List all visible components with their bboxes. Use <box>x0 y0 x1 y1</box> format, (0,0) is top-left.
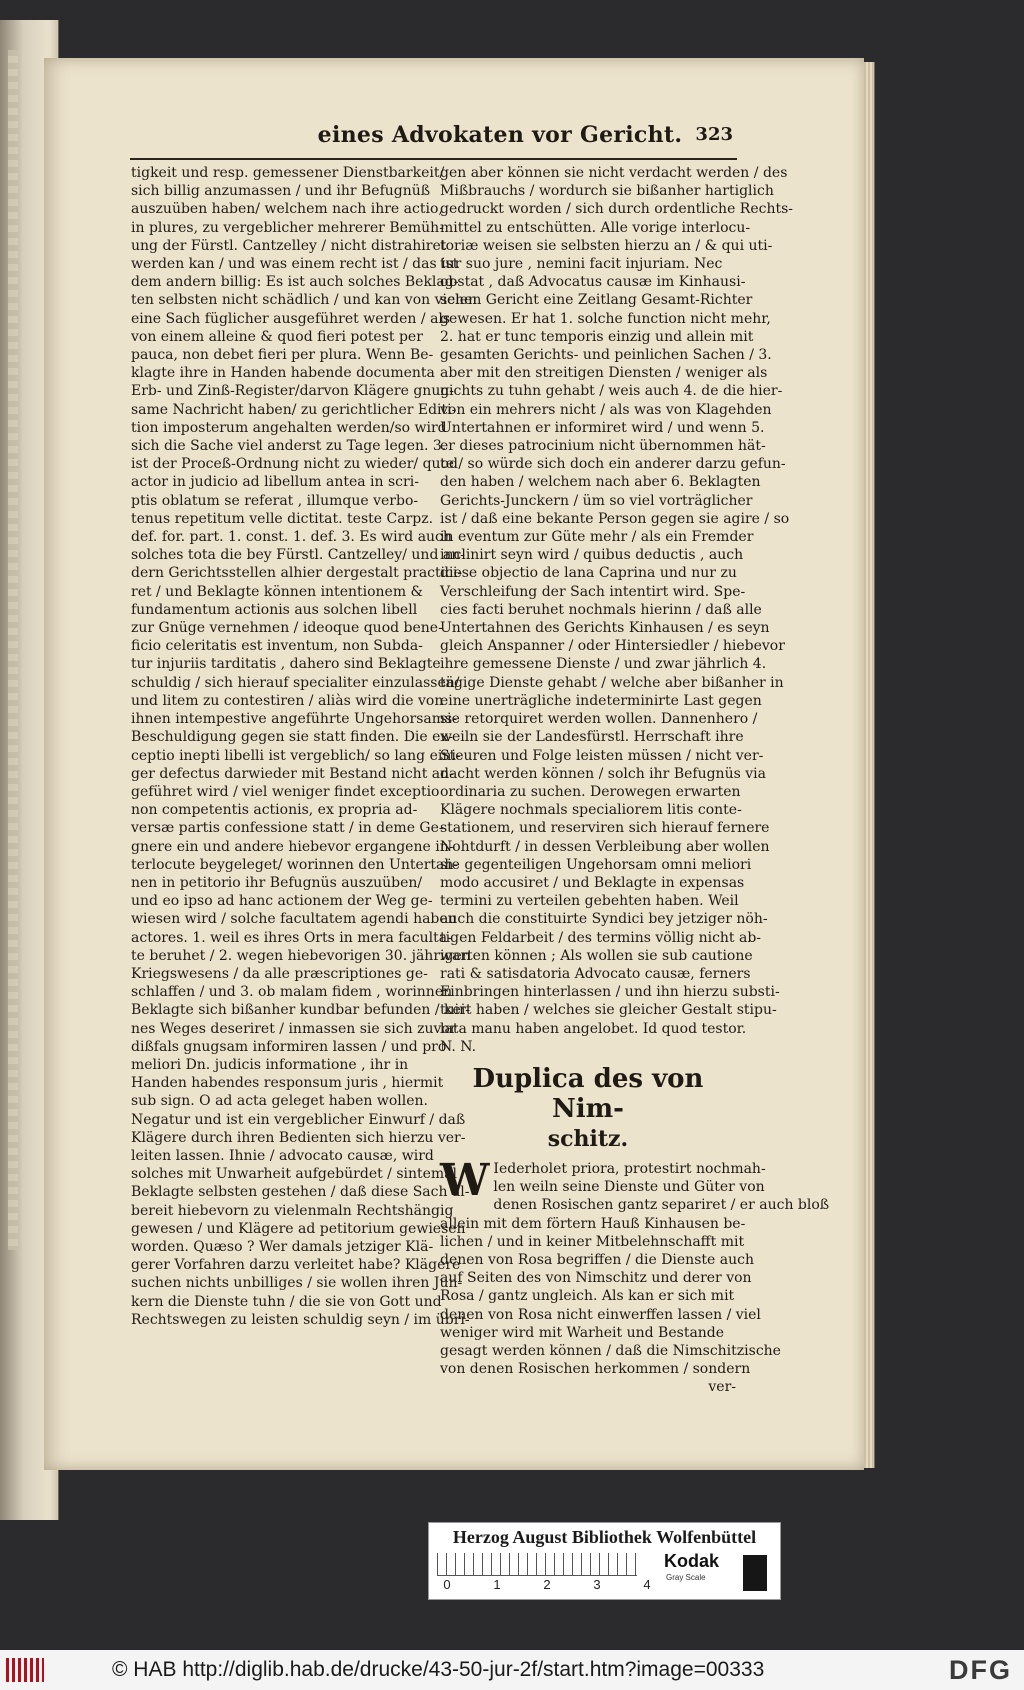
text-line: obstat , daß Advocatus causæ im Kinhausi- <box>440 274 746 291</box>
text-line: Handen habendes responsum juris , hiermit <box>131 1075 444 1092</box>
text-line: sich billig anzumassen / und ihr Befugnüß <box>131 183 431 200</box>
text-line: gen aber können sie nicht verdacht werden / des <box>440 165 788 181</box>
text-line: ist / daß eine bekante Person gegen sie agire / so <box>440 510 790 527</box>
text-line: ptis oblatum se referat , illumque verbo- <box>131 492 419 509</box>
text-line: Verschleifung der Sach intentirt wird. Spe- <box>440 583 746 600</box>
dfg-logo: DFG <box>949 1655 1012 1685</box>
text-line: 2. hat er tunc temporis einzig und allein mit <box>440 328 754 345</box>
text-line: schlaffen / und 3. ob malam fidem , worinnen <box>131 984 453 1001</box>
text-line: ficio celeritatis est inventum, non Subda- <box>131 638 423 655</box>
text-line: kern die Dienste tuhn / die sie von Gott und <box>131 1293 442 1310</box>
right-column <box>440 164 830 1396</box>
scale-number: 4 <box>643 1577 651 1592</box>
text-line: modo accusiret / und Beklagte in expensas <box>440 874 745 891</box>
catchword: ver- <box>708 1379 736 1396</box>
text-line: terlocute beygeleget/ worinnen den Untertah- <box>131 856 459 873</box>
text-line: sie retorquiret werden wollen. Dannenhero / <box>440 711 758 728</box>
text-line: Einbringen hinterlassen / und ihn hierzu substi- <box>440 984 780 1001</box>
text-line: lata manu haben angelobet. Id quod testor. <box>440 1020 747 1037</box>
text-line: von einem alleine & quod fieri potest per <box>131 328 423 345</box>
scale-number: 2 <box>543 1577 551 1592</box>
text-line: versæ partis confessione statt / in deme Ge- <box>131 820 444 837</box>
text-line: Untertahnen er informiret wird / und wenn 5. <box>440 419 765 436</box>
text-line: er dieses patrocinium nicht übernommen hät- <box>440 438 766 455</box>
text-line: Untertahnen des Gerichts Kinhausen / es seyn <box>440 620 770 637</box>
text-line: gedruckt worden / sich durch ordentliche Rechts- <box>440 201 794 218</box>
kodak-logo: Kodak <box>664 1551 720 1571</box>
text-line: suchen nichts unbilliges / sie wollen ihren Jun- <box>131 1275 463 1292</box>
text-line: Iederholet priora, protestirt nochmah- <box>493 1160 766 1177</box>
scale-title: Herzog August Bibliothek Wolfenbüttel <box>452 1527 757 1547</box>
text-line: Gerichts-Junckern / üm so viel vorträglicher <box>440 492 753 509</box>
text-line: wiesen wird / solche facultatem agendi haben <box>131 911 457 928</box>
text-line: und eo ipso ad hanc actionem der Weg ge- <box>131 893 433 910</box>
duplica-heading-cont: schitz. <box>547 1125 629 1152</box>
text-line: Beschuldigung gegen sie statt finden. Die ex- <box>131 729 453 746</box>
text-line: auszuüben haben/ welchem nach ihre actio, <box>131 201 443 218</box>
text-line: fundamentum actionis aus solchen libell <box>131 601 418 618</box>
text-line: Kriegswesens / da alle præscriptiones ge- <box>131 965 428 982</box>
text-line: dißfals gnugsam informiren lassen / und pro <box>131 1038 447 1055</box>
text-line: mittel zu entschütten. Alle vorige interlocu- <box>440 219 751 236</box>
text-line: von ein mehrers nicht / als was von Klagehden <box>440 401 772 418</box>
text-line: tenus repetitum velle dictitat. teste Carpz. <box>131 510 434 527</box>
page-number: 323 <box>695 124 733 145</box>
text-line: und litem zu contestiren / aliàs wird die von <box>131 692 444 709</box>
text-line: def. for. part. 1. const. 1. def. 3. Es wird auch <box>131 529 452 546</box>
text-line: solches tota die bey Fürstl. Cantzelley/ und an- <box>131 547 465 564</box>
text-line: tur suo jure , nemini facit injuriam. Nec <box>440 256 723 273</box>
text-line: ten selbsten nicht schädlich / und kan von vielen <box>131 292 478 309</box>
text-line: werden kan / und was einem recht ist / das ist <box>131 256 459 273</box>
text-line: tur injuriis tarditatis , dahero sind Beklagte <box>131 656 441 673</box>
text-line: Mißbrauchs / wordurch sie bißanher hartiglich <box>440 183 774 200</box>
text-line: actores. 1. weil es ihres Orts in mera faculta- <box>131 929 452 946</box>
text-line: nichts zu tuhn gehabt / weis auch 4. de die hier- <box>440 383 783 400</box>
text-line: dem andern billig: Es ist auch solches Beklag- <box>131 274 459 291</box>
duplica-heading: Duplica des von Nim- <box>472 1063 704 1124</box>
text-line: denen von Rosa begriffen / die Dienste auch <box>440 1251 754 1268</box>
footer-bar <box>0 1650 1024 1690</box>
text-line: Negatur und ist ein vergeblicher Einwurf / daß <box>131 1111 466 1128</box>
text-line: rati & satisdatoria Advocato causæ, ferners <box>440 965 751 982</box>
text-line: cies facti beruhet nochmals hierinn / daß alle <box>440 601 762 618</box>
scale-number: 1 <box>493 1577 501 1592</box>
text-line: eine Sach füglicher ausgeführet werden / als <box>131 310 451 327</box>
text-line: tion imposterum angehalten werden/so wird <box>131 419 447 436</box>
text-line: aber mit den streitigen Diensten / weniger als <box>440 365 768 382</box>
scale-numbers <box>437 1577 657 1592</box>
text-line: ret / und Beklagte können intentionem & <box>131 583 424 600</box>
color-scale-card <box>428 1522 781 1600</box>
text-line: sub sign. O ad acta geleget haben wollen. <box>131 1093 428 1110</box>
text-line: ist der Proceß-Ordnung nicht zu wieder/ quod <box>131 456 458 473</box>
duplica-body <box>440 1154 830 1378</box>
scale-number: 3 <box>593 1577 601 1592</box>
drop-cap: W <box>440 1154 490 1206</box>
gray-scale-label: Gray Scale <box>666 1573 706 1582</box>
text-line: ceptio inepti libelli ist vergeblich/ so lang eini- <box>131 747 461 764</box>
text-line: dern Gerichtsstellen alhier dergestalt practici- <box>131 565 463 582</box>
text-line: in plures, zu vergeblicher mehrerer Bemüh- <box>131 219 444 236</box>
text-line: Rosa / gantz ungleich. Als kan er sich mit <box>440 1288 735 1305</box>
text-line: Erb- und Zinß-Register/darvon Klägere gnug- <box>131 383 455 400</box>
text-line: schuldig / sich hierauf specialiter einzulassen/ <box>131 674 460 691</box>
scale-ruler <box>437 1553 637 1576</box>
text-line: gewesen. Er hat 1. solche function nicht mehr, <box>440 310 771 327</box>
text-line: klagte ihre in Handen habende documenta <box>131 365 435 382</box>
text-line: Beklagte selbsten gestehen / daß diese Sach al- <box>131 1184 470 1201</box>
text-line: tigen Feldarbeit / des termins völlig nicht ab- <box>440 929 762 946</box>
left-page-edge <box>8 50 18 1250</box>
text-line: Beklagte sich bißanher kundbar befunden / kei- <box>131 1002 471 1019</box>
text-line: termini zu verteilen gebehten haben. Weil <box>440 893 739 910</box>
hab-logo-icon <box>6 1658 44 1682</box>
text-line: auf Seiten des von Nimschitz und derer von <box>440 1270 752 1287</box>
text-line: warten können ; Als wollen sie sub cautione <box>440 947 753 964</box>
text-line: nes Weges deseriret / inmassen sie sich zuvor <box>131 1020 457 1037</box>
text-line: gnere ein und andere hiebevor ergangene in- <box>131 838 454 855</box>
footer-url[interactable]: © HAB http://diglib.hab.de/drucke/43-50-jur-2f/start.htm?image=00333 <box>112 1658 765 1681</box>
page-edge <box>864 62 875 1468</box>
text-line: eine unerträgliche indeterminirte Last gegen <box>440 692 762 709</box>
text-line: Nohtdurft / in dessen Verbleibung aber wollen <box>440 838 770 855</box>
text-line: meliori Dn. judicis informatione , ihr in <box>131 1056 409 1073</box>
text-line: allein mit dem förtern Hauß Kinhausen be- <box>440 1215 746 1232</box>
text-line: schen Gericht eine Zeitlang Gesamt-Richter <box>440 292 753 309</box>
text-line: ordinaria zu suchen. Derowegen erwarten <box>440 783 741 800</box>
text-line: leiten lassen. Ihnie / advocato causæ, wird <box>131 1147 434 1164</box>
text-line: stationem, und reserviren sich hierauf fernere <box>440 820 770 837</box>
black-patch <box>743 1555 767 1591</box>
text-line: bereit hiebevorn zu vielenmaln Rechtshängig <box>131 1202 454 1219</box>
text-line: te beruhet / 2. wegen hiebevorigen 30. jährigen <box>131 947 471 964</box>
text-line: toriæ weisen sie selbsten hierzu an / & qui uti- <box>440 237 773 254</box>
text-line: nen in petitorio ihr Befugnüs auszuüben/ <box>131 874 423 891</box>
page-header <box>130 122 737 160</box>
scale-number: 0 <box>443 1577 451 1592</box>
text-line: Rechtswegen zu leisten schuldig seyn / im übri- <box>131 1311 470 1328</box>
text-line: diese objectio de lana Caprina und nur zu <box>440 565 737 582</box>
text-line: Steuren und Folge leisten müssen / nicht ver- <box>440 747 764 764</box>
text-line: ihre gemessene Dienste / und zwar jährlich 4. <box>440 656 767 673</box>
text-line: sie gegenteiligen Ungehorsam omni meliori <box>440 856 752 873</box>
text-line: weniger wird mit Warheit und Bestande <box>440 1324 725 1341</box>
text-line: tägige Dienste gehabt / welche aber bißanher in <box>440 674 784 691</box>
text-line: gleich Anspanner / oder Hintersiedler / hiebevor <box>440 638 785 655</box>
text-line: same Nachricht haben/ zu gerichtlicher Editi- <box>131 401 457 418</box>
text-line: len weiln seine Dienste und Güter von <box>493 1179 765 1196</box>
text-line: actor in judicio ad libellum antea in scri- <box>131 474 419 491</box>
right-column-lines <box>440 164 794 1056</box>
text-line: tigkeit und resp. gemessener Dienstbarkeit/ <box>131 165 445 181</box>
text-line: gewesen / und Klägere ad petitorium gewiesen <box>131 1220 466 1237</box>
text-line: gerer Vorfahren darzu verleitet habe? Klägere <box>131 1257 461 1274</box>
text-line: ger defectus darwieder mit Bestand nicht an- <box>131 765 454 782</box>
text-line: inclinirt seyn wird / quibus deductis , auch <box>440 547 744 564</box>
text-line: gesamten Gerichts- und peinlichen Sachen / 3. <box>440 347 772 364</box>
text-line: von denen Rosischen herkommen / sondern <box>440 1361 751 1378</box>
text-line: gesagt werden können / daß die Nimschitzische <box>440 1342 781 1359</box>
text-line: ihnen intempestive angeführte Ungehorsams- <box>131 711 457 728</box>
text-line: den haben / welchem nach aber 6. Beklagten <box>440 474 761 491</box>
text-line: pauca, non debet fieri per plura. Wenn Be- <box>131 347 434 364</box>
text-line: geführet wird / viel weniger findet exceptio <box>131 783 440 800</box>
text-line: weiln sie der Landesfürstl. Herrschaft ihre <box>440 729 744 746</box>
running-title: eines Advokaten vor Gericht. <box>317 122 683 148</box>
text-line: Klägere nochmals specialiorem litis conte- <box>440 802 742 819</box>
text-line: denen Rosischen gantz separiret / er auch bloß <box>493 1197 830 1214</box>
text-line: in eventum zur Güte mehr / als ein Fremder <box>440 529 754 546</box>
text-line: zur Gnüge vernehmen / ideoque quod bene- <box>131 620 443 637</box>
text-line: te / so würde sich doch ein anderer darzu gefun- <box>440 456 786 473</box>
text-line: Klägere durch ihren Bedienten sich hierzu ver- <box>131 1129 466 1146</box>
text-line: N. N. <box>440 1038 477 1055</box>
text-line: non competentis actionis, ex propria ad- <box>131 802 418 819</box>
text-line: sich die Sache viel anderst zu Tage legen. 3. <box>131 438 447 455</box>
text-line: ung der Fürstl. Cantzelley / nicht distrahiret <box>131 237 447 254</box>
left-column <box>131 164 478 1344</box>
text-line: denen von Rosa nicht einwerffen lassen / viel <box>440 1306 761 1323</box>
text-line: worden. Quæso ? Wer damals jetziger Klä- <box>131 1238 434 1255</box>
text-line: dacht werden können / solch ihr Befugnüs via <box>440 765 766 782</box>
text-line: tuirt haben / welches sie gleicher Gestalt stipu- <box>440 1002 777 1019</box>
text-line: auch die constituirte Syndici bey jetziger nöh- <box>440 911 768 928</box>
text-line: solches mit Unwarheit aufgebürdet / sintemal <box>131 1166 458 1183</box>
text-line: lichen / und in keiner Mitbelehnschafft mit <box>440 1233 745 1250</box>
